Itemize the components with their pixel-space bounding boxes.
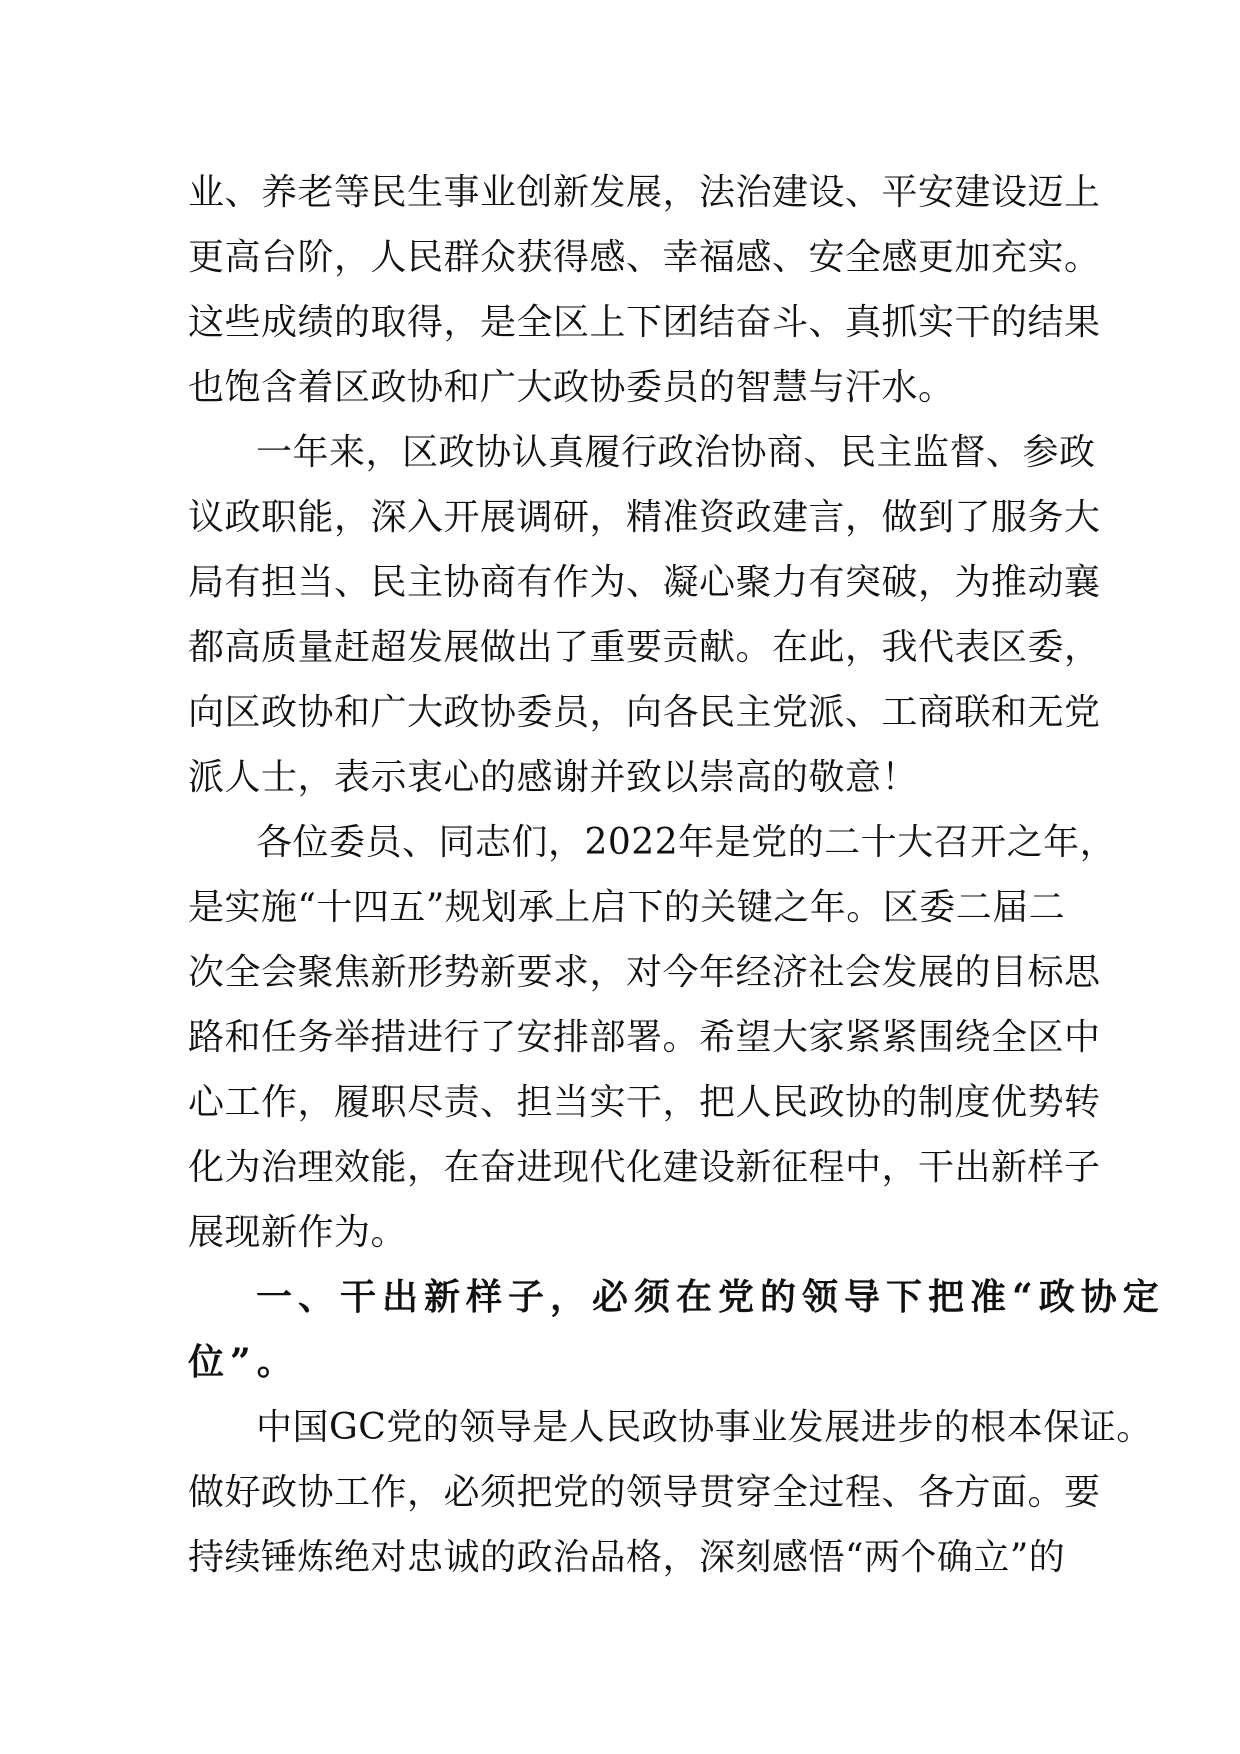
section-heading-line: 位”。 (188, 1341, 299, 1383)
paragraph-line: 持续锤炼绝对忠诚的政治品格，深刻感悟“两个确立”的 (188, 1537, 1066, 1578)
paragraph-line: 路和任务举措进行了安排部署。希望大家紧紧围绕全区中 (188, 1017, 1101, 1058)
paragraph-line: 一年来，区政协认真履行政治协商、民主监督、参政 (256, 432, 1096, 473)
section-heading-line: 一、干出新样子，必须在党的领导下把准“政协定 (256, 1276, 1165, 1318)
paragraph-line: 是实施“十四五”规划承上启下的关键之年。区委二届二 (188, 887, 1066, 928)
paragraph-line: 更高台阶，人民群众获得感、幸福感、安全感更加充实。 (188, 237, 1101, 278)
paragraph-line: 也饱含着区政协和广大政协委员的智慧与汗水。 (188, 367, 955, 408)
paragraph-line: 派人士，表示衷心的感谢并致以崇高的敬意！ (188, 757, 919, 798)
body-text (188, 160, 1165, 1590)
paragraph-line: 展现新作为。 (188, 1212, 408, 1253)
paragraph-line: 向区政协和广大政协委员，向各民主党派、工商联和无党 (188, 692, 1101, 733)
paragraph-line: 中国GC党的领导是人民政协事业发展进步的根本保证。 (256, 1407, 1153, 1448)
paragraph-line: 这些成绩的取得，是全区上下团结奋斗、真抓实干的结果 (188, 302, 1101, 343)
paragraph-line: 做好政协工作，必须把党的领导贯穿全过程、各方面。要 (188, 1472, 1101, 1513)
paragraph-line: 业、养老等民生事业创新发展，法治建设、平安建设迈上 (188, 172, 1101, 213)
paragraph-line: 各位委员、同志们，2022年是党的二十大召开之年， (256, 822, 1117, 863)
paragraph-line: 局有担当、民主协商有作为、凝心聚力有突破，为推动襄 (188, 562, 1101, 603)
paragraph-line: 化为治理效能，在奋进现代化建设新征程中，干出新样子 (188, 1147, 1101, 1188)
paragraph-line: 心工作，履职尽责、担当实干，把人民政协的制度优势转 (188, 1082, 1101, 1123)
paragraph-line: 议政职能，深入开展调研，精准资政建言，做到了服务大 (188, 497, 1101, 538)
paragraph-line: 都高质量赶超发展做出了重要贡献。在此，我代表区委， (188, 627, 1101, 668)
paragraph-line: 次全会聚焦新形势新要求，对今年经济社会发展的目标思 (188, 952, 1101, 993)
